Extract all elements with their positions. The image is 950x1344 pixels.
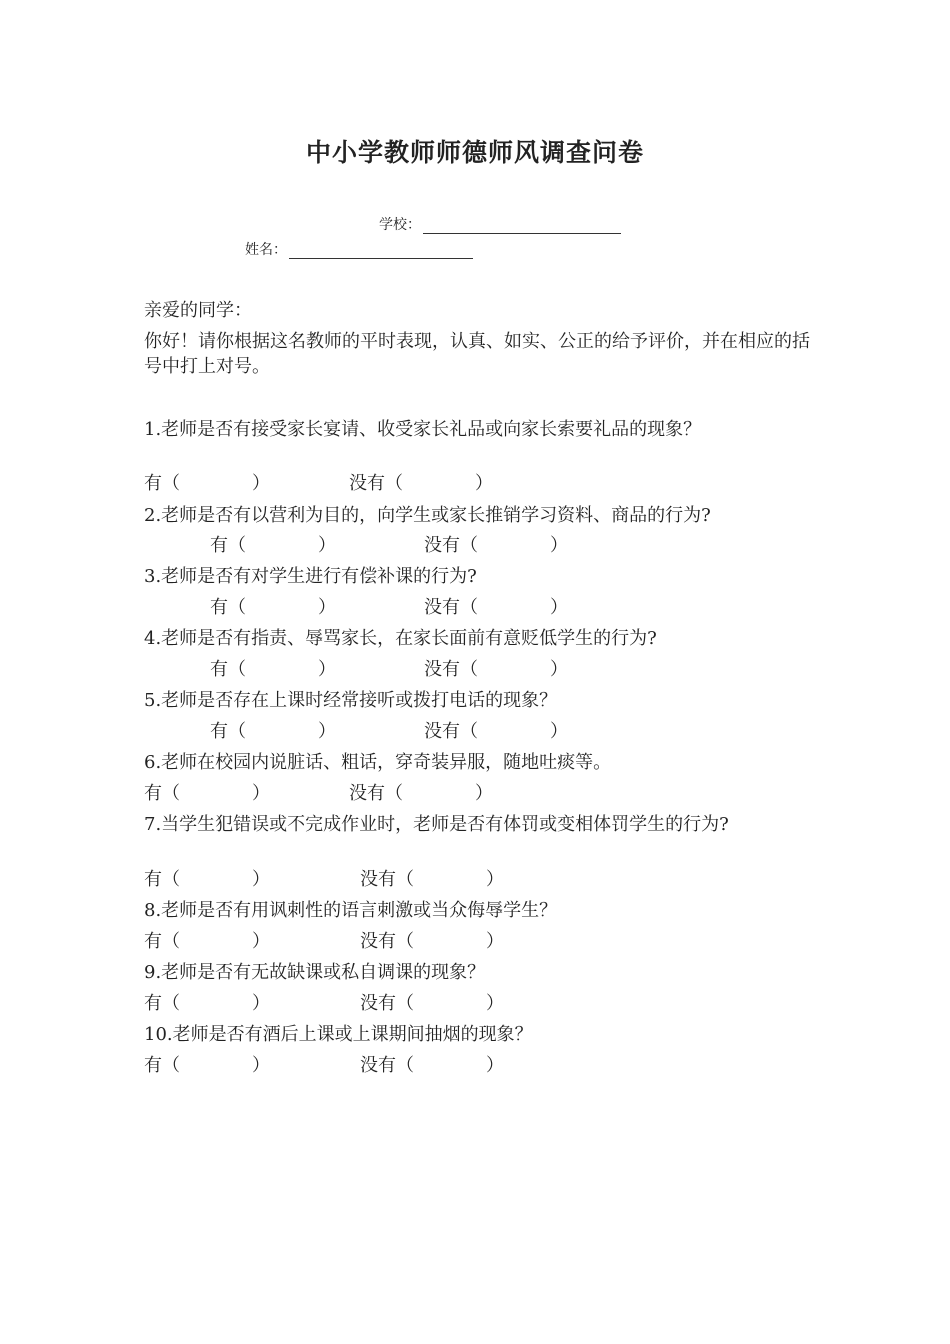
- intro-paragraph: 你好！请你根据这名教师的平时表现，认真、如实、公正的给予评价，并在相应的括号中打上对号。: [144, 331, 810, 377]
- q10-option-no[interactable]: 没有（ ）: [360, 1055, 504, 1076]
- question-5: 5.老师是否存在上课时经常接听或拨打电话的现象？: [144, 690, 558, 711]
- q9-option-yes[interactable]: 有（ ）: [144, 993, 270, 1014]
- name-field: [245, 239, 473, 259]
- question-7: 7.当学生犯错误或不完成作业时，老师是否有体罚或变相体罚学生的行为?: [144, 814, 729, 835]
- q8-option-yes[interactable]: 有（ ）: [144, 931, 270, 952]
- q1-option-no[interactable]: 没有（ ）: [349, 473, 493, 494]
- school-input-line[interactable]: [423, 217, 621, 234]
- name-label: 姓名：: [245, 242, 287, 258]
- q5-option-yes[interactable]: 有（ ）: [210, 721, 336, 742]
- q4-option-yes[interactable]: 有（ ）: [210, 659, 336, 680]
- q9-option-no[interactable]: 没有（ ）: [360, 993, 504, 1014]
- q7-option-yes[interactable]: 有（ ）: [144, 869, 270, 890]
- question-2: 2.老师是否有以营利为目的，向学生或家长推销学习资料、商品的行为?: [144, 505, 711, 526]
- page-title: 中小学教师师德师风调查问卷: [305, 138, 644, 167]
- q3-option-no[interactable]: 没有（ ）: [424, 597, 568, 618]
- q5-option-no[interactable]: 没有（ ）: [424, 721, 568, 742]
- question-8: 8.老师是否有用讽刺性的语言刺激或当众侮辱学生？: [144, 900, 558, 921]
- question-3: 3.老师是否有对学生进行有偿补课的行为?: [144, 566, 477, 587]
- q8-option-no[interactable]: 没有（ ）: [360, 931, 504, 952]
- q2-option-yes[interactable]: 有（ ）: [210, 535, 336, 556]
- question-6: 6.老师在校园内说脏话、粗话，穿奇装异服，随地吐痰等。: [144, 752, 612, 773]
- question-9: 9.老师是否有无故缺课或私自调课的现象？: [144, 962, 486, 983]
- q2-option-no[interactable]: 没有（ ）: [424, 535, 568, 556]
- q10-option-yes[interactable]: 有（ ）: [144, 1055, 270, 1076]
- school-label: 学校：: [379, 217, 421, 233]
- q3-option-yes[interactable]: 有（ ）: [210, 597, 336, 618]
- question-1: 1.老师是否有接受家长宴请、收受家长礼品或向家长索要礼品的现象？: [144, 419, 702, 440]
- q4-option-no[interactable]: 没有（ ）: [424, 659, 568, 680]
- q6-option-no[interactable]: 没有（ ）: [349, 783, 493, 804]
- school-field: [379, 214, 621, 234]
- greeting: 亲爱的同学：: [144, 300, 252, 321]
- question-10: 10.老师是否有酒后上课或上课期间抽烟的现象？: [144, 1024, 533, 1045]
- question-4: 4.老师是否有指责、辱骂家长，在家长面前有意贬低学生的行为?: [144, 628, 657, 649]
- q7-option-no[interactable]: 没有（ ）: [360, 869, 504, 890]
- name-input-line[interactable]: [289, 242, 473, 259]
- q1-option-yes[interactable]: 有（ ）: [144, 473, 270, 494]
- q6-option-yes[interactable]: 有（ ）: [144, 783, 270, 804]
